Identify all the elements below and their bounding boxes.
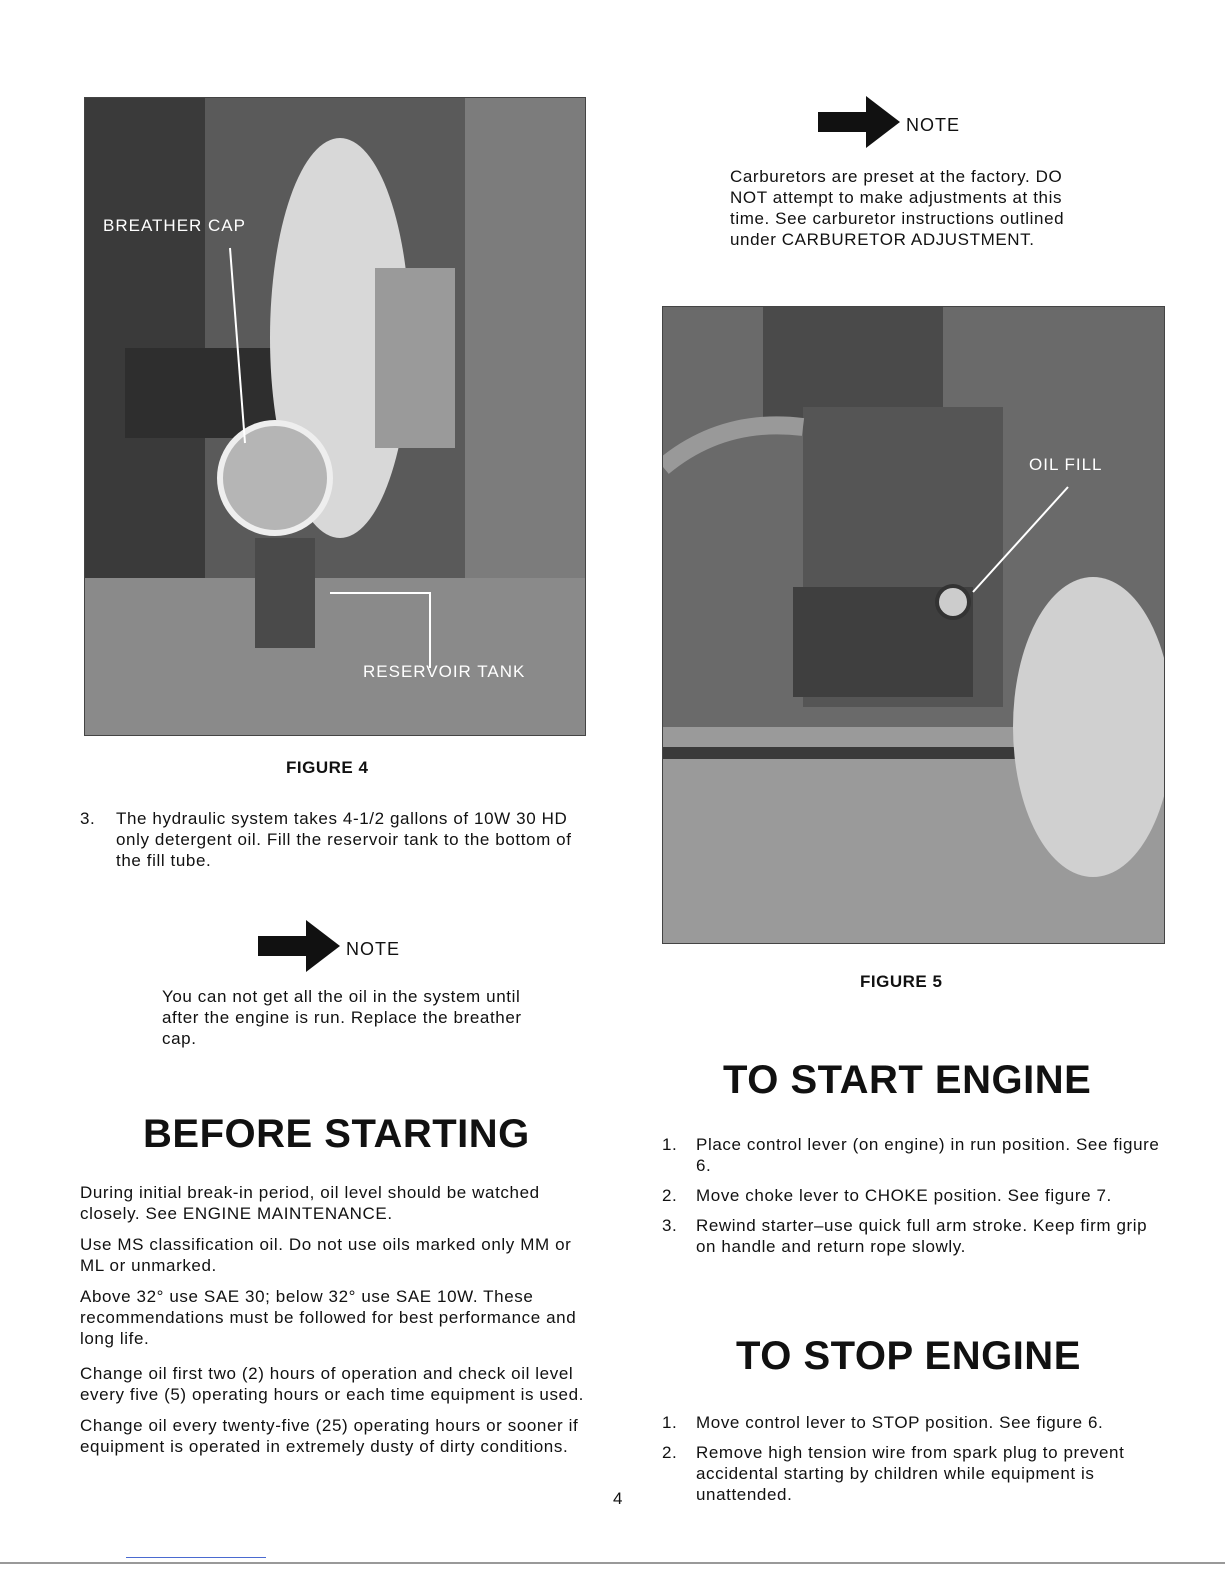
list-item <box>662 1412 1167 1433</box>
figure-4-illustration <box>85 98 585 735</box>
step-number: 3. <box>662 1216 678 1235</box>
step-text: Place control lever (on engine) in run position. See figure 6. <box>696 1135 1160 1175</box>
step-text: Move control lever to STOP position. See figure 6. <box>696 1413 1104 1432</box>
breather-cap-label: BREATHER CAP <box>103 216 246 235</box>
step-text: Move choke lever to CHOKE position. See figure 7. <box>696 1186 1112 1205</box>
before-starting-paragraph: During initial break-in period, oil level should be watched closely. See ENGINE MAINTENANCE. <box>80 1183 540 1223</box>
before-starting-paragraph: Change oil first two (2) hours of operation and check oil level every five (5) operating hours or each time equipment is used. <box>80 1364 584 1404</box>
before-starting-paragraph: Above 32° use SAE 30; below 32° use SAE 10W. These recommendations must be followed for best performance and long life. <box>80 1287 577 1348</box>
page-number: 4 <box>613 1489 624 1508</box>
arrow-right-icon <box>818 96 900 148</box>
stop-engine-heading: TO STOP ENGINE <box>736 1334 1081 1378</box>
arrow-right-icon <box>258 920 340 972</box>
step-number: 1. <box>662 1413 678 1432</box>
bottom-blue-line <box>126 1557 266 1558</box>
list-item <box>662 1215 1167 1257</box>
list-item <box>662 1134 1167 1176</box>
before-starting-paragraph: Use MS classification oil. Do not use oils marked only MM or ML or unmarked. <box>80 1235 572 1275</box>
bottom-rule <box>0 1562 1225 1564</box>
oil-fill-label: OIL FILL <box>1029 455 1103 474</box>
note-left-label: NOTE <box>346 938 401 959</box>
note-right-header <box>818 96 960 148</box>
note-left-header <box>258 920 400 972</box>
note-left-text: You can not get all the oil in the system until after the engine is run. Replace the breather cap. <box>162 987 522 1048</box>
hydraulic-step <box>80 808 590 871</box>
figure-5-illustration <box>663 307 1164 943</box>
note-right-text: Carburetors are preset at the factory. DO NOT attempt to make adjustments at this time. See carburetor instructions outlined under CARBURETOR ADJUSTMENT. <box>730 167 1065 249</box>
step-text: Remove high tension wire from spark plug to prevent accidental starting by children while equipment is unattended. <box>696 1443 1125 1504</box>
figure-5-photo <box>662 306 1165 944</box>
step-number: 2. <box>662 1443 678 1462</box>
before-starting-heading: BEFORE STARTING <box>143 1112 530 1156</box>
figure-4-caption: FIGURE 4 <box>286 758 369 777</box>
before-starting-paragraph: Change oil every twenty-five (25) operating hours or sooner if equipment is operated in extremely dusty of dirty conditions. <box>80 1416 579 1456</box>
before-starting-body <box>80 1182 585 1467</box>
start-engine-steps <box>662 1134 1167 1266</box>
list-item <box>662 1185 1167 1206</box>
start-engine-heading: TO START ENGINE <box>723 1058 1092 1102</box>
figure-5-caption: FIGURE 5 <box>860 972 943 991</box>
note-right-label: NOTE <box>906 114 961 135</box>
step-number: 1. <box>662 1135 678 1154</box>
hydraulic-step-number: 3. <box>80 809 96 828</box>
list-item <box>662 1442 1167 1505</box>
step-text: Rewind starter–use quick full arm stroke. Keep firm grip on handle and return rope slowly. <box>696 1216 1148 1256</box>
hydraulic-step-text: The hydraulic system takes 4-1/2 gallons of 10W 30 HD only detergent oil. Fill the reservoir tank to the bottom of the fill tube. <box>116 809 572 870</box>
step-number: 2. <box>662 1186 678 1205</box>
stop-engine-steps <box>662 1412 1167 1514</box>
reservoir-tank-label: RESERVOIR TANK <box>363 662 526 681</box>
figure-4-photo <box>84 97 586 736</box>
